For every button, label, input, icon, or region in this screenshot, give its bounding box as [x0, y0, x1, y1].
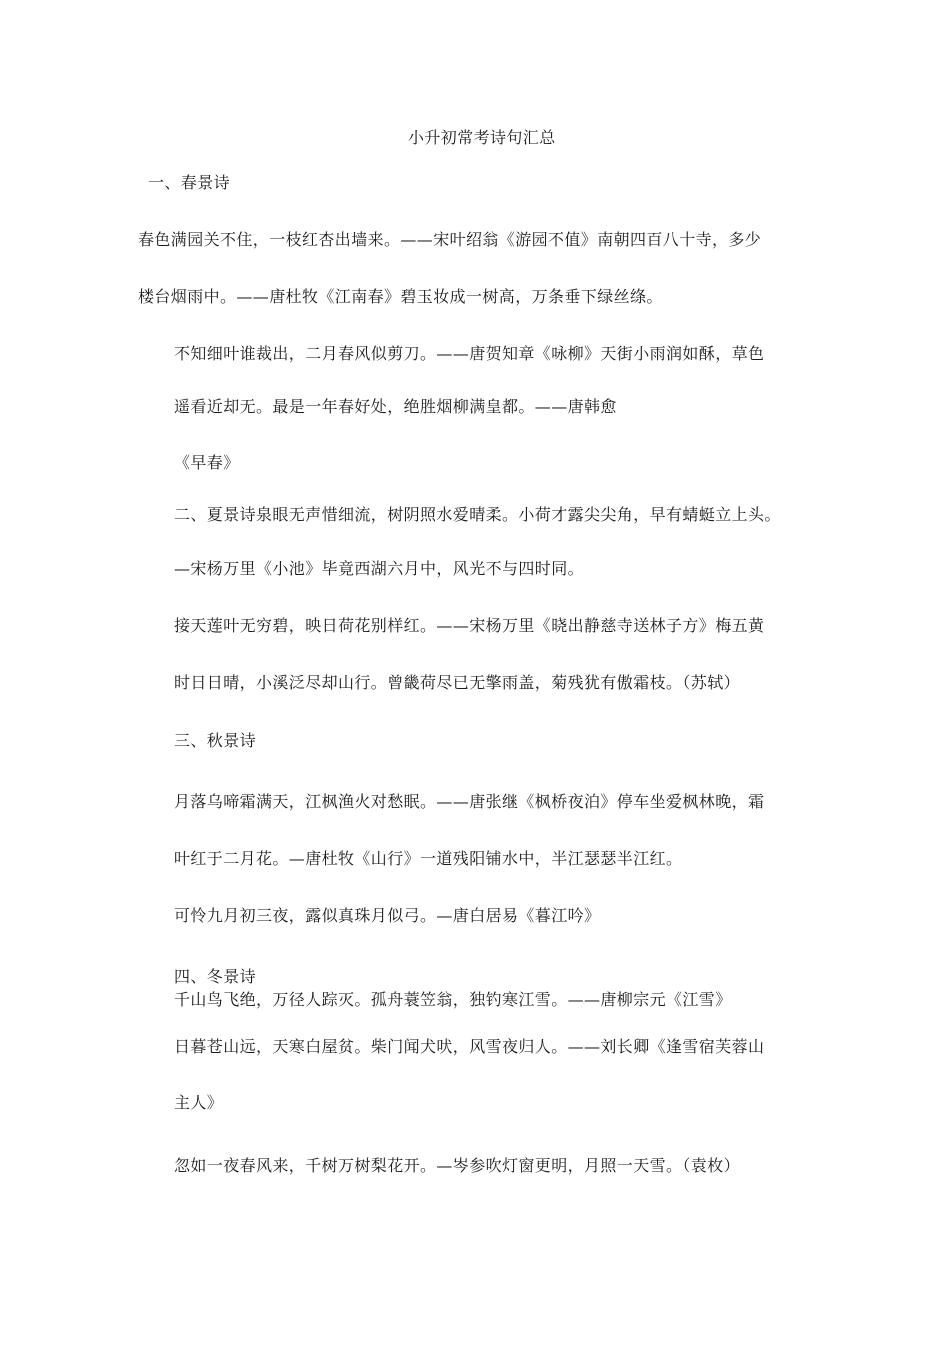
section-heading-summer: 二、夏景诗泉眼无声惜细流，树阴照水爱晴柔。小荷才露尖尖角，早有蜻蜓立上头。	[174, 505, 781, 524]
poem-line: 遥看近却无。最是一年春好处，绝胜烟柳满皇都。——唐韩愈	[174, 397, 617, 416]
poem-line: 月落乌啼霜满天，江枫渔火对愁眠。——唐张继《枫桥夜泊》停车坐爱枫林晚，霜	[174, 792, 765, 811]
poem-line: 日暮苍山远，天寒白屋贫。柴门闻犬吠，风雪夜归人。——刘长卿《逢雪宿芙蓉山	[174, 1037, 765, 1056]
poem-line: 忽如一夜春风来，千树万树梨花开。—岑参吹灯窗更明，月照一天雪。（袁枚）	[174, 1156, 741, 1175]
section-heading-spring: 一、春景诗	[148, 173, 231, 192]
poem-line: 接天莲叶无穷碧，映日荷花别样红。——宋杨万里《晓出静慈寺送林子方》梅五黄	[174, 616, 765, 635]
poem-line: 主人》	[174, 1093, 224, 1112]
poem-line: 时日日晴，小溪泛尽却山行。曾畿荷尽已无擎雨盖，菊残犹有傲霜枝。（苏轼）	[174, 673, 741, 692]
document-title: 小升初常考诗句汇总	[408, 128, 556, 147]
poem-line: —宋杨万里《小池》毕竟西湖六月中，风光不与四时同。	[174, 559, 585, 578]
poem-line: 可怜九月初三夜，露似真珠月似弓。—唐白居易《暮江吟》	[174, 906, 601, 925]
section-heading-winter: 四、冬景诗	[174, 967, 257, 986]
section-heading-autumn: 三、秋景诗	[174, 731, 257, 750]
poem-line: 春色满园关不住，一枝红杏出墙来。——宋叶绍翁《游园不值》南朝四百八十寺，多少	[138, 230, 762, 249]
poem-line: 千山鸟飞绝，万径人踪灭。孤舟蓑笠翁，独钓寒江雪。——唐柳宗元《江雪》	[174, 990, 732, 1009]
poem-line: 不知细叶谁裁出，二月春风似剪刀。——唐贺知章《咏柳》天街小雨润如酥，草色	[174, 344, 765, 363]
poem-line: 楼台烟雨中。——唐杜牧《江南春》碧玉妆成一树高，万条垂下绿丝绦。	[138, 287, 663, 306]
poem-line: 叶红于二月花。—唐杜牧《山行》一道残阳铺水中，半江瑟瑟半江红。	[174, 849, 683, 868]
poem-line: 《早春》	[174, 453, 240, 472]
